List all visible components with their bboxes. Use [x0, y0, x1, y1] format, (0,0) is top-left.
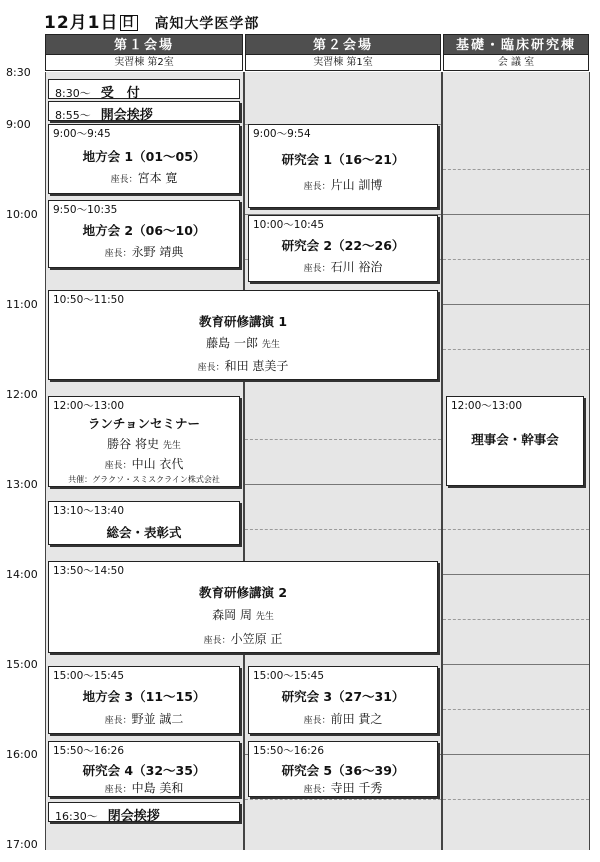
column-sub-room3: 会 議 室 — [443, 55, 589, 71]
page-title — [44, 8, 259, 33]
time-label: 13:00 — [6, 478, 38, 491]
time-label: 17:00 — [6, 838, 38, 851]
time-label: 10:00 — [6, 208, 38, 221]
session-kenkyu2: 10:00〜10:45 研究会 2（22〜26） 座長：石川 裕治 — [248, 215, 438, 282]
session-kenkyu4: 15:50〜16:26 研究会 4（32〜35） 座長：中島 美和 — [48, 741, 240, 797]
time-label: 12:00 — [6, 388, 38, 401]
session-chiho2: 9:50〜10:35 地方会 2（06〜10） 座長：永野 靖典 — [48, 200, 240, 268]
session-lecture2: 13:50〜14:50 教育研修講演 2 森岡 周 先生 座長：小笠原 正 — [48, 561, 438, 653]
column-sub-room1: 実習棟 第2室 — [45, 55, 243, 71]
column-header-room2: 第２会場 — [245, 34, 441, 55]
time-label: 9:00 — [6, 118, 31, 131]
time-label: 15:00 — [6, 658, 38, 671]
column-header-room3: 基礎・臨床研究棟 — [443, 34, 589, 55]
time-label: 16:00 — [6, 748, 38, 761]
session-lecture1: 10:50〜11:50 教育研修講演 1 藤島 一郎 先生 座長：和田 恵美子 — [48, 290, 438, 380]
time-label: 14:00 — [6, 568, 38, 581]
time-label: 8:30 — [6, 66, 31, 79]
session-luncheon: 12:00〜13:00 ランチョンセミナー 勝谷 将史 先生 座長：中山 衣代 共催：グラクソ・スミスクライン株式会社 — [48, 396, 240, 487]
session-reception: 8:30〜 受 付 — [48, 79, 240, 99]
session-chiho1: 9:00〜9:45 地方会 1（01〜05） 座長：宮本 寛 — [48, 124, 240, 194]
weekday-badge: 日 — [121, 15, 136, 30]
session-kenkyu3: 15:00〜15:45 研究会 3（27〜31） 座長：前田 貴之 — [248, 666, 438, 734]
session-opening: 8:55〜 開会挨拶 — [48, 101, 240, 121]
session-board-meeting: 12:00〜13:00 理事会・幹事会 — [446, 396, 584, 486]
session-kenkyu5: 15:50〜16:26 研究会 5（36〜39） 座長：寺田 千秀 — [248, 741, 438, 797]
session-closing: 16:30〜 閉会挨拶 — [48, 802, 240, 822]
date-label: 12月1日 — [44, 13, 119, 33]
session-chiho3: 15:00〜15:45 地方会 3（11〜15） 座長：野並 誠二 — [48, 666, 240, 734]
time-label: 11:00 — [6, 298, 38, 311]
column-header-room1: 第１会場 — [45, 34, 243, 55]
session-general-meeting: 13:10〜13:40 総会・表彰式 — [48, 501, 240, 545]
venue-label: 高知大学医学部 — [154, 16, 260, 32]
column-sub-room2: 実習棟 第1室 — [245, 55, 441, 71]
session-kenkyu1: 9:00〜9:54 研究会 1（16〜21） 座長：片山 訓博 — [248, 124, 438, 208]
